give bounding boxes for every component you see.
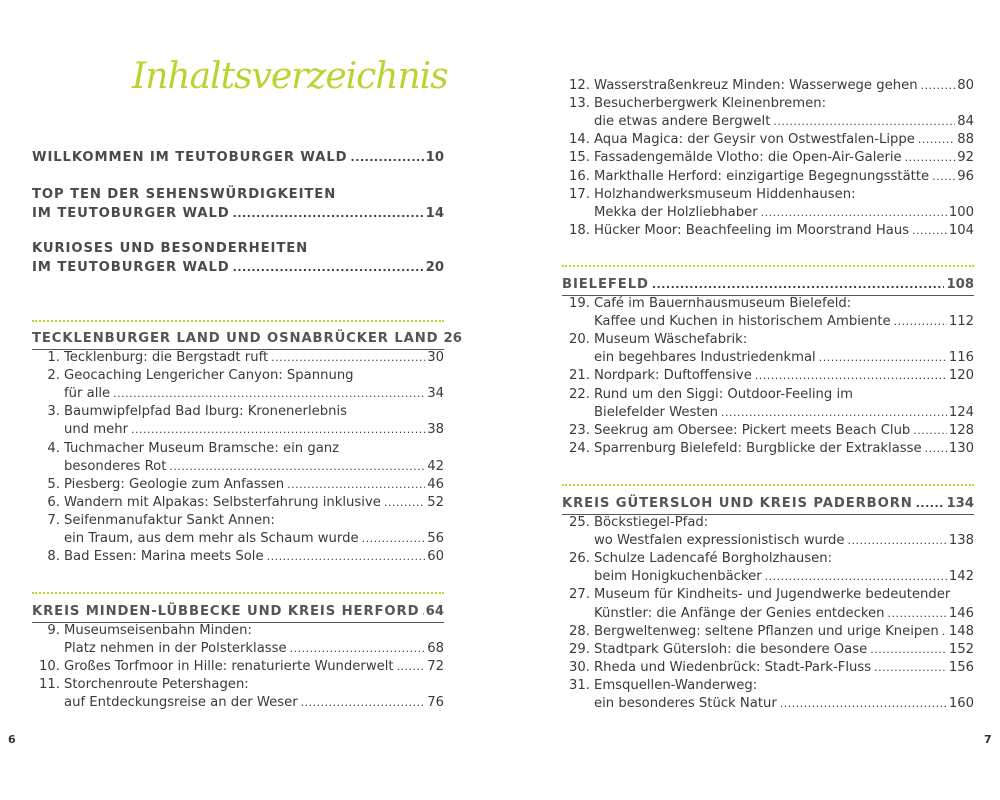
- entry-title-text: Museum Wäschefabrik:: [594, 332, 748, 348]
- entry-page-number: 14: [425, 205, 444, 221]
- entry-title-text: für alle: [64, 386, 111, 402]
- entry-title-line: [562, 186, 856, 204]
- entry-title-text: Geocaching Lengericher Canyon: Spannung: [64, 368, 354, 384]
- toc-entry: [562, 641, 974, 659]
- toc-entry: [562, 168, 974, 186]
- entry-title-text: Besucherbergwerk Kleinenbremen:: [594, 96, 827, 112]
- entry-title-text: die etwas andere Bergwelt: [594, 114, 771, 130]
- entry-title-line: [32, 622, 252, 640]
- dot-leader: [351, 149, 424, 167]
- entry-title-line: [32, 476, 284, 494]
- entry-title-line: [32, 186, 336, 204]
- entry-title-line: [562, 204, 758, 222]
- page-number-left: 6: [8, 733, 16, 746]
- dot-leader: [905, 149, 956, 167]
- entry-title-line: [562, 404, 718, 422]
- toc-entry: [562, 295, 974, 313]
- entry-title-line: [32, 676, 249, 694]
- dot-leader: [819, 349, 947, 367]
- toc-entry: [32, 494, 444, 512]
- entry-page-number: 112: [948, 314, 974, 330]
- entry-number: 30.: [569, 659, 590, 675]
- entry-title-text: Piesberg: Geologie zum Anfassen: [64, 476, 285, 492]
- page-number-right: 7: [984, 733, 992, 746]
- entry-title-line: [562, 495, 913, 513]
- toc-entry: [562, 367, 974, 385]
- dot-leader: [422, 603, 423, 621]
- entry-number: 17.: [569, 186, 590, 202]
- dotted-separator: [562, 265, 974, 267]
- entry-number: 23.: [569, 422, 590, 438]
- dotted-separator: [32, 320, 444, 322]
- entry-title-text: Café im Bauernhausmuseum Bielefeld:: [594, 296, 852, 311]
- entry-title-text: Platz nehmen in der Polsterklasse: [64, 641, 287, 657]
- entry-title-line: [562, 313, 891, 331]
- entry-title-text: Bergweltenweg: seltene Pflanzen und urige Kneipen: [594, 623, 939, 639]
- entry-title-text: TECKLENBURGER LAND UND OSNABRÜCKER LAND: [32, 331, 439, 346]
- entry-page-number: 52: [427, 494, 444, 510]
- entry-title-line: [562, 695, 777, 713]
- entry-title-text: KURIOSES UND BESONDERHEITEN: [32, 241, 309, 256]
- entry-title-text: Wasserstraßenkreuz Minden: Wasserwege gehen: [594, 78, 918, 93]
- entry-title-text: Bielefelder Westen: [594, 404, 719, 420]
- entry-number: 28.: [569, 623, 590, 639]
- entry-page-number: 84: [957, 114, 974, 130]
- entry-number: 15.: [569, 150, 590, 166]
- entry-number: 22.: [569, 386, 590, 402]
- section-heading: [32, 330, 462, 348]
- entry-number: 31.: [569, 677, 590, 693]
- entry-page-number: 42: [427, 458, 444, 474]
- toc-entry: [562, 677, 974, 695]
- dot-leader: [765, 568, 947, 586]
- entry-number: 13.: [569, 96, 590, 112]
- entry-page-number: 60: [427, 549, 444, 565]
- dot-leader: [169, 458, 425, 476]
- entry-page-number: 38: [427, 422, 444, 438]
- dot-leader: [942, 623, 947, 641]
- toc-entry: [562, 331, 974, 349]
- entry-title-line: [562, 95, 826, 113]
- entry-title-text: Mekka der Holzliebhaber: [594, 204, 758, 220]
- entry-page-number: 26: [443, 331, 462, 346]
- toc-entry: [562, 440, 974, 458]
- entry-title-line: [32, 440, 339, 458]
- entry-page-number: 46: [427, 476, 444, 492]
- dot-leader: [848, 532, 947, 550]
- entry-number: 16.: [569, 168, 590, 184]
- toc-entry: [562, 568, 974, 586]
- entry-title-line: [562, 532, 845, 550]
- toc-entry: [32, 640, 444, 658]
- entry-title-text: Wandern mit Alpakas: Selbsterfahrung inklusive: [64, 494, 381, 510]
- toc-entry: [32, 530, 444, 548]
- toc-entry: [562, 514, 974, 532]
- toc-entry: [562, 204, 974, 222]
- entry-title-text: TOP TEN DER SEHENSWÜRDIGKEITEN: [32, 187, 337, 202]
- section-heading: [562, 276, 974, 294]
- entry-title-line: [32, 640, 287, 658]
- toc-entry: [562, 95, 974, 113]
- toc-entry: [562, 113, 974, 131]
- entry-title-line: [32, 494, 381, 512]
- toc-entry: [32, 349, 444, 367]
- toc-entry: [562, 532, 974, 550]
- entry-title-line: [562, 641, 867, 659]
- entry-page-number: 64: [425, 604, 444, 619]
- entry-title-line: [562, 222, 909, 240]
- entry-title-text: BIELEFELD: [562, 277, 649, 292]
- entry-title-text: Schulze Ladencafé Borgholzhausen:: [594, 551, 833, 567]
- toc-entry: [562, 695, 974, 713]
- entry-title-line: [562, 440, 922, 458]
- dot-leader: [301, 694, 426, 712]
- entry-title-text: KREIS MINDEN-LÜBBECKE UND KREIS HERFORD: [32, 604, 420, 619]
- entry-number: 27.: [569, 587, 590, 603]
- entry-title-line: [32, 259, 230, 277]
- entry-title-text: Sparrenburg Bielefeld: Burgblicke der Extraklasse: [594, 440, 922, 456]
- entry-title-text: IM TEUTOBURGER WALD: [32, 259, 230, 275]
- toc-entry: [562, 623, 974, 641]
- toc-entry: [562, 149, 974, 167]
- entry-title-line: [562, 295, 851, 313]
- entry-title-line: [562, 623, 939, 641]
- entry-title-line: [562, 349, 816, 367]
- dot-leader: [761, 204, 947, 222]
- dot-leader: [894, 313, 947, 331]
- toc-entry: [562, 77, 974, 95]
- entry-page-number: 72: [427, 659, 444, 675]
- entry-title-text: Kaffee und Kuchen in historischem Ambiente: [594, 314, 891, 330]
- entry-page-number: 104: [948, 222, 974, 238]
- dot-leader: [913, 422, 947, 440]
- entry-title-line: [32, 421, 128, 439]
- entry-title-line: [32, 349, 268, 367]
- entry-title-text: Seifenmanufaktur Sankt Annen:: [64, 512, 275, 528]
- entry-page-number: 108: [946, 277, 974, 292]
- dot-leader: [233, 205, 424, 223]
- entry-number: 7.: [47, 512, 60, 528]
- entry-page-number: 100: [948, 204, 974, 220]
- dot-leader: [887, 605, 946, 623]
- entry-title-line: [32, 548, 264, 566]
- dot-leader: [755, 367, 947, 385]
- toc-entry: [32, 440, 444, 458]
- entry-title-line: [562, 550, 832, 568]
- entry-title-text: beim Honigkuchenbäcker: [594, 569, 762, 585]
- entry-title-text: Nordpark: Duftoffensive: [594, 368, 752, 384]
- intro-heading: [32, 240, 444, 258]
- entry-title-line: [562, 113, 770, 131]
- toc-entry: [32, 694, 444, 712]
- entry-number: 20.: [569, 332, 590, 348]
- entry-title-line: [32, 694, 298, 712]
- dot-leader: [780, 695, 947, 713]
- dot-leader: [113, 385, 425, 403]
- entry-page-number: 130: [948, 440, 974, 456]
- entry-title-line: [562, 131, 915, 149]
- entry-page-number: 68: [427, 641, 444, 657]
- entry-title-text: Museumseisenbahn Minden:: [64, 623, 252, 638]
- toc-entry: [562, 404, 974, 422]
- entry-title-text: wo Westfalen expressionistisch wurde: [594, 533, 845, 549]
- entry-page-number: 56: [427, 531, 444, 546]
- entry-title-line: [562, 331, 747, 349]
- entry-page-number: 134: [946, 496, 974, 511]
- entry-title-text: Böckstiegel-Pfad:: [594, 515, 709, 530]
- entry-number: 24.: [569, 440, 590, 456]
- entry-page-number: 10: [425, 150, 444, 165]
- entry-number: 2.: [47, 368, 60, 384]
- toc-entry: [562, 222, 974, 240]
- entry-title-text: ein Traum, aus dem mehr als Schaum wurde: [64, 531, 359, 546]
- entry-number: 9.: [47, 623, 60, 638]
- entry-title-line: [32, 603, 419, 621]
- entry-title-line: [32, 512, 275, 530]
- entry-title-text: Künstler: die Anfänge der Genies entdecken: [594, 605, 885, 621]
- entry-page-number: 88: [957, 132, 974, 148]
- toc-entry: [562, 131, 974, 149]
- section-heading: [32, 603, 444, 621]
- entry-number: 5.: [47, 476, 60, 492]
- entry-title-line: [32, 205, 230, 223]
- entry-number: 10.: [39, 659, 60, 675]
- entry-title-line: [562, 605, 884, 623]
- entry-page-number: 80: [957, 78, 974, 93]
- entry-title-line: [32, 367, 354, 385]
- entry-page-number: 138: [948, 533, 974, 549]
- entry-page-number: 148: [948, 623, 974, 639]
- toc-entry: [32, 403, 444, 421]
- toc-title: Inhaltsverzeichnis: [132, 56, 448, 97]
- section-heading: [562, 495, 974, 513]
- entry-title-line: [32, 403, 347, 421]
- entry-title-line: [562, 677, 757, 695]
- dot-leader: [721, 404, 947, 422]
- entry-page-number: 30: [427, 350, 444, 365]
- dot-leader: [916, 495, 945, 513]
- right-page: [500, 0, 1000, 800]
- dot-leader: [870, 641, 947, 659]
- toc-entry: [562, 422, 974, 440]
- entry-title-line: [562, 386, 853, 404]
- entry-title-line: [32, 458, 166, 476]
- entry-page-number: 156: [948, 659, 974, 675]
- toc-entry: [562, 605, 974, 623]
- entry-title-text: Rund um den Siggi: Outdoor-Feeling im: [594, 386, 853, 402]
- dot-leader: [652, 276, 945, 294]
- entry-title-text: Fassadengemälde Vlotho: die Open-Air-Galerie: [594, 150, 902, 166]
- dot-leader: [290, 640, 426, 658]
- toc-entry: [32, 676, 444, 694]
- toc-entry: [32, 421, 444, 439]
- toc-entry: [32, 548, 444, 566]
- entry-number: 8.: [47, 549, 60, 565]
- toc-entry: [32, 385, 444, 403]
- entry-title-line: [562, 367, 752, 385]
- entry-title-text: Tecklenburg: die Bergstadt ruft: [64, 350, 269, 365]
- entry-title-line: [562, 586, 950, 604]
- toc-entry: [32, 622, 444, 640]
- entry-title-line: [32, 149, 348, 167]
- toc-entry: [562, 313, 974, 331]
- dot-leader: [271, 349, 425, 367]
- dotted-separator: [562, 484, 974, 486]
- toc-entry: [32, 476, 444, 494]
- entry-title-text: Tuchmacher Museum Bramsche: ein ganz: [64, 440, 340, 456]
- dot-leader: [925, 440, 947, 458]
- entry-title-text: WILLKOMMEN IM TEUTOBURGER WALD: [32, 150, 348, 165]
- entry-title-line: [562, 514, 708, 532]
- entry-title-text: Emsquellen-Wanderweg:: [594, 677, 758, 693]
- toc-entry: [562, 659, 974, 677]
- dot-leader: [267, 548, 426, 566]
- dot-leader: [773, 113, 955, 131]
- dot-leader: [131, 421, 425, 439]
- entry-title-text: Museum für Kindheits- und Jugendwerke bedeutender: [594, 587, 951, 603]
- dot-leader: [932, 168, 955, 186]
- intro-heading: [32, 186, 444, 204]
- entry-page-number: 20: [425, 259, 444, 275]
- entry-page-number: 34: [427, 386, 444, 402]
- entry-page-number: 142: [948, 569, 974, 585]
- entry-number: 6.: [47, 494, 60, 510]
- entry-title-text: und mehr: [64, 422, 129, 438]
- dot-leader: [874, 659, 947, 677]
- entry-page-number: 152: [948, 641, 974, 657]
- entry-page-number: 128: [948, 422, 974, 438]
- entry-title-text: Großes Torfmoor in Hille: renaturierte Wunderwelt: [64, 659, 394, 675]
- entry-title-text: auf Entdeckungsreise an der Weser: [64, 695, 298, 711]
- entry-page-number: 120: [948, 368, 974, 384]
- entry-number: 25.: [569, 515, 590, 530]
- entry-title-line: [32, 530, 359, 548]
- entry-title-text: Rheda und Wiedenbrück: Stadt-Park-Fluss: [594, 659, 872, 675]
- entry-title-line: [562, 149, 902, 167]
- entry-number: 12.: [569, 78, 590, 93]
- entry-title-text: ein besonderes Stück Natur: [594, 696, 777, 711]
- entry-title-text: Hücker Moor: Beachfeeling im Moorstrand Haus: [594, 222, 910, 238]
- entry-title-text: Markthalle Herford: einzigartige Begegnungsstätte: [594, 168, 930, 184]
- entry-title-line: [562, 659, 871, 677]
- entry-title-text: Seekrug am Obersee: Pickert meets Beach Club: [594, 422, 911, 438]
- entry-number: 1.: [47, 350, 60, 365]
- entry-title-line: [562, 422, 910, 440]
- entry-page-number: 146: [948, 605, 974, 621]
- entry-title-text: IM TEUTOBURGER WALD: [32, 205, 230, 221]
- dotted-separator: [32, 592, 444, 594]
- dot-leader: [918, 131, 955, 149]
- entry-title-line: [562, 168, 929, 186]
- entry-page-number: 160: [948, 696, 974, 711]
- toc-entry: [562, 550, 974, 568]
- toc-entry: [32, 458, 444, 476]
- entry-title-line: [562, 77, 918, 95]
- intro-heading: [32, 149, 444, 167]
- toc-entry: [562, 186, 974, 204]
- entry-page-number: 96: [957, 168, 974, 184]
- dot-leader: [287, 476, 425, 494]
- entry-number: 29.: [569, 641, 590, 657]
- intro-heading: [32, 259, 444, 277]
- entry-number: 26.: [569, 551, 590, 567]
- dot-leader: [233, 259, 424, 277]
- entry-title-line: [32, 385, 110, 403]
- dot-leader: [384, 494, 425, 512]
- entry-title-line: [32, 658, 394, 676]
- toc-entry: [32, 658, 444, 676]
- entry-title-line: [32, 330, 439, 348]
- entry-number: 11.: [39, 677, 60, 693]
- dot-leader: [912, 222, 947, 240]
- entry-page-number: 76: [427, 695, 444, 711]
- entry-number: 3.: [47, 404, 60, 420]
- entry-page-number: 92: [957, 150, 974, 166]
- entry-page-number: 116: [948, 350, 974, 366]
- entry-title-line: [32, 240, 308, 258]
- intro-heading: [32, 205, 444, 223]
- toc-entry: [32, 512, 444, 530]
- dot-leader: [362, 530, 426, 548]
- dot-leader: [921, 77, 956, 95]
- entry-title-text: KREIS GÜTERSLOH UND KREIS PADERBORN: [562, 496, 913, 511]
- toc-entry: [562, 386, 974, 404]
- entry-title-text: Storchenroute Petershagen:: [64, 677, 249, 693]
- entry-number: 19.: [569, 296, 590, 311]
- entry-title-text: Aqua Magica: der Geysir von Ostwestfalen-Lippe: [594, 132, 915, 148]
- entry-number: 18.: [569, 222, 590, 238]
- entry-title-line: [562, 276, 649, 294]
- toc-entry: [562, 349, 974, 367]
- entry-title-line: [562, 568, 762, 586]
- entry-title-text: Holzhandwerksmuseum Hiddenhausen:: [594, 186, 856, 202]
- entry-title-text: Baumwipfelpfad Bad Iburg: Kronenerlebnis: [64, 404, 347, 420]
- toc-entry: [562, 586, 974, 604]
- entry-number: 21.: [569, 368, 590, 384]
- toc-entry: [32, 367, 444, 385]
- entry-title-text: besonderes Rot: [64, 458, 167, 474]
- entry-page-number: 124: [948, 404, 974, 420]
- entry-title-text: ein begehbares Industriedenkmal: [594, 350, 816, 366]
- entry-title-text: Stadtpark Gütersloh: die besondere Oase: [594, 641, 868, 657]
- entry-number: 4.: [47, 440, 60, 456]
- entry-number: 14.: [569, 132, 590, 148]
- entry-title-text: Bad Essen: Marina meets Sole: [64, 549, 264, 565]
- dot-leader: [397, 658, 426, 676]
